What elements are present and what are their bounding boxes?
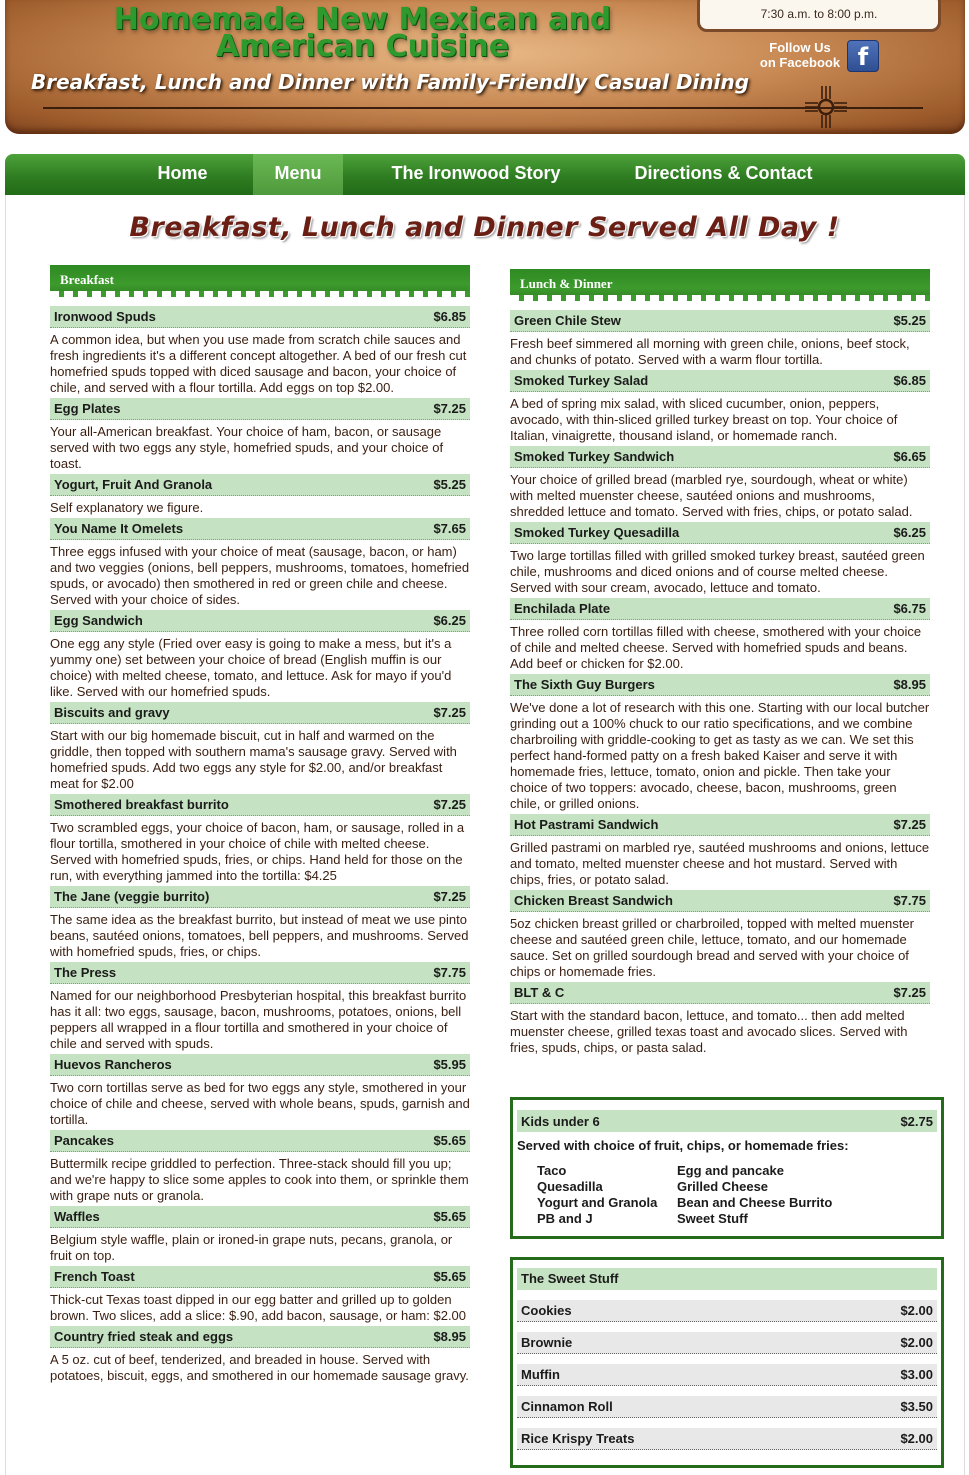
facebook-icon[interactable]: f — [847, 40, 879, 72]
menu-item — [50, 1206, 470, 1266]
menu-item-price: $5.95 — [433, 1057, 466, 1072]
zia-sun-icon — [805, 86, 847, 128]
menu-item-bar — [50, 518, 470, 540]
menu-item-description: The same idea as the breakfast burrito, but instead of meat we use pinto beans, sautéed onions, tomatoes, bell peppers, and mushrooms. Served with homefried spuds, fries, or chips. — [50, 912, 469, 959]
menu-item-description: A bed of spring mix salad, with sliced cucumber, onion, peppers, avocado, with thin-sliced grilled turkey breast on top. Your choice of Italian, vinaigrette, thousand island, or homemade ranch. — [510, 396, 898, 443]
menu-item — [50, 1130, 470, 1206]
menu-item-bar — [50, 1054, 470, 1076]
menu-item-price: $6.65 — [893, 449, 926, 464]
menu-item-name: Waffles — [54, 1209, 100, 1224]
menu-item-price: $5.25 — [433, 477, 466, 492]
kids-menu-price: $2.75 — [900, 1113, 933, 1129]
menu-item — [50, 1326, 470, 1386]
menu-item-price: $7.75 — [893, 893, 926, 908]
menu-item-name: Green Chile Stew — [514, 313, 621, 328]
menu-item-description: Thick-cut Texas toast dipped in our egg batter and grilled up to golden brown. Two slices, add a slice: $.90, add bacon, sausage, or ham: $2.00 — [50, 1292, 467, 1323]
kids-menu-box — [510, 1097, 944, 1239]
kids-option: Grilled Cheese — [677, 1179, 769, 1194]
menu-item-bar — [50, 610, 470, 632]
menu-item-name: Egg Plates — [54, 401, 121, 416]
kids-option: Bean and Cheese Burrito — [677, 1195, 833, 1210]
menu-item — [50, 474, 470, 518]
follow-line1: Follow Us — [769, 40, 831, 55]
menu-item-price: $7.65 — [433, 521, 466, 536]
kids-option: Egg and pancake — [677, 1163, 784, 1178]
menu-item-description: Three rolled corn tortillas filled with cheese, smothered with your choice of chile and melted cheese. Served with homefried spuds and beans. Add beef or chicken for $2.00. — [510, 624, 922, 671]
menu-item-bar — [50, 886, 470, 908]
menu-item-price: $7.25 — [433, 401, 466, 416]
menu-item-name: Country fried steak and eggs — [54, 1329, 234, 1344]
kids-menu-note: Served with choice of fruit, chips, or homemade fries: — [517, 1138, 849, 1153]
menu-item — [50, 886, 470, 962]
lunch-dinner-title: Lunch & Dinner — [520, 276, 613, 291]
sweet-item-price: $2.00 — [900, 1335, 933, 1350]
menu-item-bar — [510, 982, 930, 1004]
nav-ironwood-story[interactable]: The Ironwood Story — [391, 163, 561, 183]
menu-item — [510, 814, 930, 890]
menu-item-bar — [50, 306, 470, 328]
menu-item-description: Three eggs infused with your choice of meat (sausage, bacon, or ham) and two veggies (onions, bell peppers, mushrooms, tomatoes, homefried spuds, or avocado) then smothered in red or green chile and cheese. Served with your choice of sides. — [50, 544, 470, 607]
menu-item-description: Grilled pastrami on marbled rye, sautéed mushrooms and onions, lettuce and tomato, melted muenster cheese and hot mustard. Served with chips, fries, or potato salad. — [510, 840, 930, 887]
menu-item-price: $6.25 — [433, 613, 466, 628]
menu-item-bar — [510, 446, 930, 468]
menu-item-name: BLT & C — [514, 985, 565, 1000]
sweet-item-price: $3.50 — [900, 1399, 933, 1414]
sweet-item — [517, 1332, 937, 1354]
menu-item-description: Your all-American breakfast. Your choice of ham, bacon, or sausage served with two eggs any style, homefried spuds, and your choice of toast. — [50, 424, 444, 471]
nav-directions-contact[interactable]: Directions & Contact — [634, 163, 813, 183]
menu-item — [510, 446, 930, 522]
menu-item — [510, 598, 930, 674]
sweet-item — [517, 1300, 937, 1322]
kids-menu-bar — [517, 1110, 937, 1132]
menu-item-description: We've done a lot of research with this one. Starting with our local butcher grinding out a 100% chuck to our ratio specifications, and we combine charbroiling with griddle-cooking to get as tasty as we can. We set this perfect hand-formed patty on a fresh baked Kaiser and serve it with homemade fries, lettuce, tomato, onion and pickle. Then take your choice of two toppers: avocado, cheese, bacon, mushrooms, green chile, or grilled onions. — [510, 700, 930, 811]
menu-item-name: Ironwood Spuds — [54, 309, 156, 324]
site-title-line1: Homemade New Mexican and — [113, 2, 612, 37]
menu-item — [510, 674, 930, 814]
menu-item-name: Smoked Turkey Sandwich — [514, 449, 675, 464]
menu-item-name: The Jane (veggie burrito) — [54, 889, 210, 904]
menu-item-bar — [510, 674, 930, 696]
menu-item-price: $6.25 — [893, 525, 926, 540]
menu-item-price: $6.85 — [433, 309, 466, 324]
menu-item-price: $7.25 — [433, 797, 466, 812]
menu-item-bar — [510, 598, 930, 620]
menu-item — [510, 982, 930, 1058]
menu-item-name: The Sixth Guy Burgers — [514, 677, 655, 692]
sweet-item — [517, 1396, 937, 1418]
menu-item-price: $5.25 — [893, 313, 926, 328]
kids-options-grid — [537, 1163, 937, 1227]
menu-item-description: A 5 oz. cut of beef, tenderized, and breaded in house. Served with potatoes, biscuit, eggs, and smothered in our homemade sausage gravy. — [50, 1352, 469, 1383]
menu-item — [50, 610, 470, 702]
follow-line2: on Facebook — [759, 55, 841, 70]
menu-item-bar — [50, 1266, 470, 1288]
sweet-item-price: $3.00 — [900, 1367, 933, 1382]
breakfast-header — [50, 265, 470, 297]
menu-item-price: $7.25 — [433, 889, 466, 904]
sweet-stuff-box — [510, 1257, 944, 1468]
menu-item-price: $5.65 — [433, 1133, 466, 1148]
menu-item — [50, 518, 470, 610]
menu-item-bar — [510, 890, 930, 912]
menu-item-price: $8.95 — [433, 1329, 466, 1344]
menu-item-bar — [50, 962, 470, 984]
menu-item-description: Two scrambled eggs, your choice of bacon, ham, or sausage, rolled in a flour tortilla, smothered in your choice of chile with melted cheese. Served with homefried spuds, fries, or chips. Hand held for those on the run, with everything jammed into the tortilla: $4.25 — [50, 820, 465, 883]
menu-item-price: $5.65 — [433, 1209, 466, 1224]
menu-item-name: Smoked Turkey Salad — [514, 373, 649, 388]
menu-item — [510, 890, 930, 982]
kids-option: Yogurt and Granola — [537, 1195, 658, 1210]
menu-item-price: $7.25 — [893, 817, 926, 832]
main-nav — [5, 154, 965, 195]
sweet-item-name: Muffin — [521, 1367, 560, 1382]
hours-text: 7:30 a.m. to 8:00 p.m. — [760, 7, 878, 21]
menu-item — [50, 962, 470, 1054]
menu-item — [50, 398, 470, 474]
menu-item — [50, 794, 470, 886]
menu-item-price: $6.85 — [893, 373, 926, 388]
menu-item-price: $7.25 — [433, 705, 466, 720]
lunch-dinner-section — [510, 269, 930, 1058]
menu-item-bar — [50, 702, 470, 724]
site-title-line2: American Cuisine — [215, 29, 510, 64]
sweet-item — [517, 1428, 937, 1450]
menu-item-name: Pancakes — [54, 1133, 114, 1148]
breakfast-title: Breakfast — [60, 272, 114, 287]
menu-item-bar — [510, 370, 930, 392]
menu-item-bar — [50, 794, 470, 816]
site-title[interactable] — [105, 2, 620, 64]
kids-option: Sweet Stuff — [677, 1211, 748, 1226]
menu-item-name: Yogurt, Fruit And Granola — [54, 477, 213, 492]
menu-item-description: Named for our neighborhood Presbyterian hospital, this breakfast burrito has it all: two eggs, sausage, bacon, mushrooms, potatoes, onions, bell peppers all wrapped in a flour tortilla and smothered in your choice of chile and served with spuds. — [50, 988, 467, 1051]
menu-item-bar — [50, 1206, 470, 1228]
menu-headline: Breakfast, Lunch and Dinner Served All Day ! — [129, 212, 840, 243]
menu-item — [510, 310, 930, 370]
menu-item-description: Fresh beef simmered all morning with green chile, onions, beef stock, and chunks of potato. Served with a warm flour tortilla. — [510, 336, 910, 367]
nav-menu[interactable]: Menu — [253, 154, 343, 195]
kids-menu-title: Kids under 6 — [521, 1113, 600, 1129]
menu-item-description: Buttermilk recipe griddled to perfection. Three-stack should fill you up; and we're happy to slice some apples to cook into them, or sprinkle them with grape nuts or granola. — [50, 1156, 469, 1203]
menu-item-bar — [510, 522, 930, 544]
hours-box — [697, 0, 941, 32]
sweet-item-name: Rice Krispy Treats — [521, 1431, 635, 1446]
menu-item-name: Huevos Rancheros — [54, 1057, 172, 1072]
menu-item-description: Two corn tortillas serve as bed for two eggs any style, smothered in your choice of chile and cheese, served with whole beans, spuds, garnish and tortilla. — [50, 1080, 470, 1127]
sweet-item-name: Brownie — [521, 1335, 573, 1350]
menu-item — [50, 1054, 470, 1130]
menu-item-bar — [50, 1130, 470, 1152]
breakfast-list — [50, 306, 470, 1386]
menu-item-description: One egg any style (Fried over easy is going to make a mess, but it's a yummy one) set between your choice of bread (English muffin is our choice) with melted cheese, tomato, and lettuce. Ask for mayo if you'd like. Served with our homefried spuds. — [50, 636, 452, 699]
lunch-dinner-header — [510, 269, 930, 301]
menu-item — [510, 370, 930, 446]
header-divider — [43, 107, 923, 109]
site-header — [5, 0, 965, 134]
sweet-stuff-title: The Sweet Stuff — [517, 1268, 937, 1290]
menu-item-name: Hot Pastrami Sandwich — [514, 817, 659, 832]
menu-item-name: Smoked Turkey Quesadilla — [514, 525, 680, 540]
menu-item-name: French Toast — [54, 1269, 135, 1284]
menu-item-name: Egg Sandwich — [54, 613, 143, 628]
menu-item-name: Enchilada Plate — [514, 601, 611, 616]
menu-item-price: $6.75 — [893, 601, 926, 616]
menu-item-bar — [50, 398, 470, 420]
page-border-right — [964, 195, 965, 1475]
facebook-follow-link[interactable] — [755, 40, 845, 70]
menu-item-description: Start with our big homemade biscuit, cut in half and warmed on the griddle, then topped with southern mama's sausage gravy. Served with homefried spuds. Add two eggs any style for $2.00, and/or breakfast meat for $2.00 — [50, 728, 457, 791]
menu-item-name: You Name It Omelets — [54, 521, 184, 536]
page-border-left — [5, 195, 6, 1475]
menu-item-name: Chicken Breast Sandwich — [514, 893, 673, 908]
menu-item-name: The Press — [54, 965, 117, 980]
menu-item-bar — [50, 1326, 470, 1348]
kids-option: Quesadilla — [537, 1179, 603, 1194]
menu-item-description: Your choice of grilled bread (marbled rye, sourdough, wheat or white) with melted muenster cheese, sautéed onions and mushrooms, shredded lettuce and tomato. Served with fries, chips, or potato salad. — [510, 472, 913, 519]
menu-item-price: $8.95 — [893, 677, 926, 692]
sweet-item-name: Cookies — [521, 1303, 572, 1318]
sweet-item-price: $2.00 — [900, 1303, 933, 1318]
sweet-item-price: $2.00 — [900, 1431, 933, 1446]
kids-option: PB and J — [537, 1211, 593, 1226]
sweet-item — [517, 1364, 937, 1386]
menu-item-bar — [510, 310, 930, 332]
menu-item-name: Smothered breakfast burrito — [54, 797, 229, 812]
menu-item-name: Biscuits and gravy — [54, 705, 170, 720]
kids-option: Taco — [537, 1163, 567, 1178]
menu-item-bar — [50, 474, 470, 496]
menu-item-description: Belgium style waffle, plain or ironed-in grape nuts, pecans, granola, or fruit on top. — [50, 1232, 453, 1263]
menu-item-description: Two large tortillas filled with grilled smoked turkey breast, sautéed green chile, mushrooms and diced onions and of course melted cheese. Served with sour cream, avocado, lettuce and tomato. — [510, 548, 925, 595]
menu-item — [50, 1266, 470, 1326]
menu-item — [510, 522, 930, 598]
menu-item-description: Start with the standard bacon, lettuce, and tomato... then add melted muenster cheese, grilled texas toast and avocado slices. Served with fries, spuds, chips, or pasta salad. — [510, 1008, 908, 1055]
menu-item-price: $5.65 — [433, 1269, 466, 1284]
menu-item — [50, 702, 470, 794]
sweet-item-name: Cinnamon Roll — [521, 1399, 613, 1414]
nav-home[interactable]: Home — [157, 163, 208, 183]
menu-item-description: A common idea, but when you use made from scratch chile sauces and fresh ingredients it's a different concept altogether. A bed of our fresh cut homefried spuds topped with diced sausage and bacon, your choice of chile, and served with a flour tortilla. Add eggs on top $2.00. — [50, 332, 467, 395]
menu-item-description: 5oz chicken breast grilled or charbroiled, topped with melted muenster cheese and sautéed green chile, lettuce, tomato, and our homemade sauce. Set on grilled sourdough bread and served with your choice of chips or homemade fries. — [510, 916, 914, 979]
menu-item-bar — [510, 814, 930, 836]
menu-item-price: $7.25 — [893, 985, 926, 1000]
menu-item — [50, 306, 470, 398]
lunch-dinner-list — [510, 310, 930, 1058]
menu-item-description: Self explanatory we figure. — [50, 500, 204, 515]
breakfast-section — [50, 265, 470, 1386]
site-tagline: Breakfast, Lunch and Dinner with Family-Friendly Casual Dining — [31, 70, 750, 94]
menu-item-price: $7.75 — [433, 965, 466, 980]
